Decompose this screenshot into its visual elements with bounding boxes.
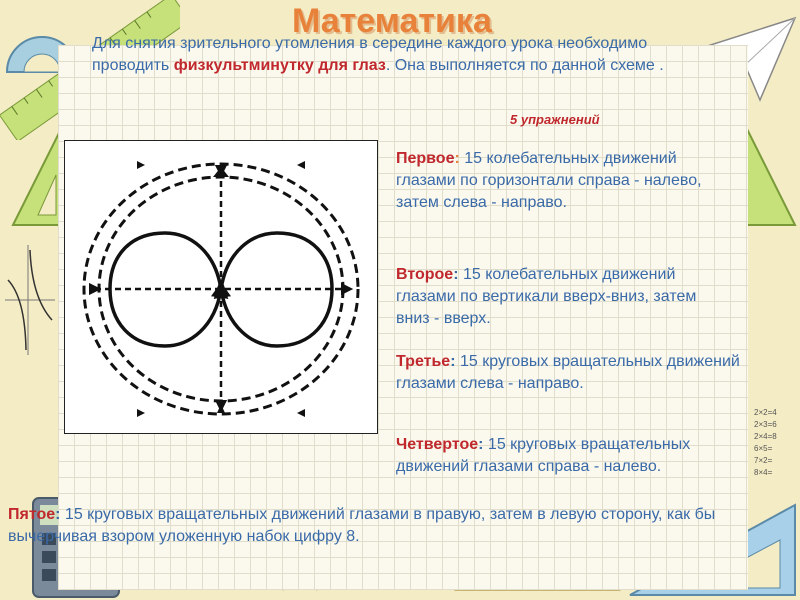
svg-text:6×5=: 6×5= bbox=[754, 444, 773, 453]
graph-icon bbox=[0, 240, 58, 360]
intro-part2: . Она выполняется по данной схеме . bbox=[385, 57, 664, 74]
exercise-2 bbox=[396, 264, 726, 330]
exercise-2-colon: : bbox=[453, 266, 459, 283]
exercise-1 bbox=[396, 148, 726, 214]
exercise-1-text: 15 колебательных движений глазами по горизонтали справа - налево, затем слева - направо. bbox=[396, 150, 702, 211]
svg-text:7×2=: 7×2= bbox=[754, 456, 773, 465]
triangle-ruler-right-icon bbox=[740, 120, 800, 230]
exercise-4 bbox=[396, 434, 766, 478]
exercise-1-name: Первое bbox=[396, 150, 455, 167]
exercise-2-text: 15 колебательных движений глазами по вертикали вверх-вниз, затем вниз - вверх. bbox=[396, 266, 697, 327]
exercise-5-text: 15 круговых вращательных движений глазами в правую, затем в левую сторону, как бы вычерчивая взором уложенную набок цифру 8. bbox=[8, 506, 716, 545]
exercise-3-colon: : bbox=[450, 353, 456, 370]
svg-text:2×3=6: 2×3=6 bbox=[754, 420, 777, 429]
eye-exercise-diagram bbox=[64, 140, 378, 434]
intro-text bbox=[92, 33, 692, 77]
exercise-3 bbox=[396, 351, 741, 395]
intro-highlight: физкультминутку для глаз bbox=[173, 57, 386, 74]
exercise-4-colon: : bbox=[478, 436, 484, 453]
exercise-4-text: 15 круговых вращательных движений глазами справа - налево. bbox=[396, 436, 691, 475]
exercise-3-name: Третье bbox=[396, 353, 451, 370]
svg-text:2×4=8: 2×4=8 bbox=[754, 432, 777, 441]
exercise-5 bbox=[8, 504, 753, 548]
svg-text:2×2=4: 2×2=4 bbox=[754, 408, 777, 417]
exercise-3-text: 15 круговых вращательных движений глазами слева - направо. bbox=[396, 353, 740, 392]
exercise-5-colon: : bbox=[55, 506, 61, 523]
exercise-2-name: Второе bbox=[396, 266, 454, 283]
intro-part1: Для снятия зрительного утомления в середине каждого урока необходимо проводить bbox=[92, 35, 648, 74]
exercise-count: 5 упражнений bbox=[510, 112, 600, 127]
svg-text:8×4=: 8×4= bbox=[754, 468, 773, 477]
exercise-5-name: Пятое bbox=[8, 506, 56, 523]
exercise-1-colon: : bbox=[454, 150, 460, 167]
exercise-4-name: Четвертое bbox=[396, 436, 479, 453]
page-title: Математика bbox=[292, 2, 492, 40]
